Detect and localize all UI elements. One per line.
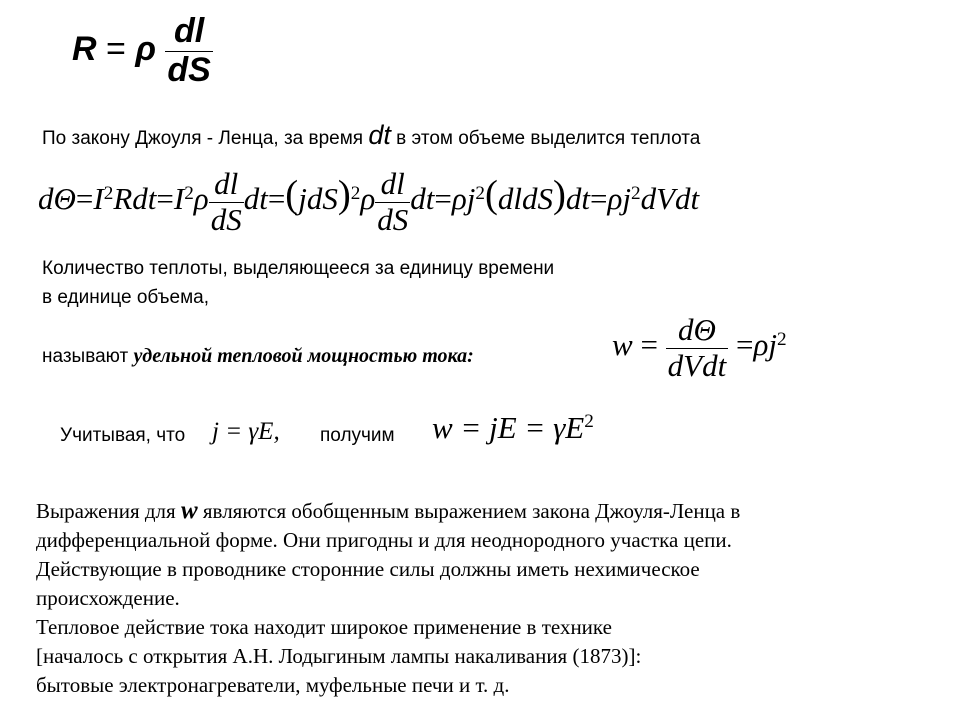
heat-t2-base: I (173, 181, 185, 217)
heat-t5-base: ρj (607, 181, 631, 217)
heat-lhs: dΘ (38, 181, 76, 217)
heat-t2-num: dl (209, 168, 244, 203)
power-formula (612, 314, 787, 382)
intro-line (42, 120, 700, 151)
power2-text: w = jE = γE (432, 410, 585, 445)
paragraph-line-6: [началось с открытия А.Н. Лодыгиным лампы накаливания (1873)]: (36, 644, 642, 668)
heat-t1-rest: Rdt (113, 181, 157, 217)
heat-formula (38, 168, 699, 236)
power-rhs-exp: 2 (776, 328, 787, 350)
power-formula-2 (432, 410, 594, 446)
power2-exp: 2 (584, 411, 594, 433)
power-rhs-base: ρj (753, 327, 777, 363)
heat-t3-inner: jdS (298, 181, 338, 217)
resistance-numerator: dl (165, 14, 212, 52)
heat-eq-1: = (75, 181, 94, 217)
paragraph-line-2: дифференциальной форме. Они пригодны и для неоднородного участка цепи. (36, 528, 732, 552)
power-num: dΘ (666, 314, 729, 349)
heat-t3-den: dS (377, 201, 409, 237)
heat-t3-rest: dt (410, 181, 435, 217)
resistance-fraction (165, 14, 212, 88)
paragraph-l1-var: w (180, 497, 198, 524)
power-den: dVdt (667, 347, 727, 383)
heat-t2-fraction (209, 168, 244, 236)
heat-eq-3: = (267, 181, 286, 217)
paragraph-line-3: Действующие в проводнике сторонние силы должны иметь нехимическое (36, 557, 700, 581)
heat-t2-rest: dt (243, 181, 268, 217)
heat-t4-exp: 2 (475, 182, 485, 204)
heat-eq-5: = (590, 181, 608, 217)
heat-t5-exp: 2 (631, 182, 641, 204)
heat-eq-2: = (156, 181, 174, 217)
resistance-eq: = (106, 30, 126, 69)
heat-t3-exp: 2 (350, 182, 361, 204)
power-fraction (666, 314, 729, 382)
heat-t4-base: ρj (451, 181, 476, 217)
heat-t3-fraction (375, 168, 410, 236)
heat-t1-base: I (93, 181, 104, 217)
paragraph-l1-after: являются обобщенным выражением закона Джоуля-Ленца в (197, 499, 741, 523)
called-before: называют (42, 346, 134, 367)
heat-t4-open: ( (484, 172, 498, 216)
resistance-formula (72, 14, 213, 88)
paragraph (36, 496, 740, 700)
heat-eq-4: = (434, 181, 452, 217)
intro-var: dt (368, 120, 391, 150)
power-eq-1: = (640, 327, 658, 363)
paragraph-line-7: бытовые электронагреватели, муфельные печи и т. д. (36, 673, 510, 697)
considering-before: Учитывая, что (60, 425, 186, 446)
considering-expr: j = γE, (212, 418, 280, 445)
called-line (42, 345, 474, 368)
intro-after: в этом объеме выделится теплота (390, 128, 701, 149)
power-eq-2: = (735, 327, 754, 363)
heat-t3-num: dl (375, 168, 410, 203)
paragraph-l1-before: Выражения для (36, 499, 181, 523)
paragraph-line-1 (36, 496, 740, 526)
quantity-line-1: Количество теплоты, выделяющееся за единицу времени (42, 258, 555, 279)
heat-t5-rest: dVdt (640, 181, 700, 217)
heat-t4-rest: dt (565, 181, 591, 217)
heat-t3-rho: ρ (360, 181, 376, 217)
heat-t4-close: ) (552, 172, 566, 216)
heat-t1-exp: 2 (103, 182, 114, 204)
quantity-line-2: в единице объема, (42, 287, 210, 308)
called-term: удельной тепловой мощностью тока: (133, 345, 474, 367)
resistance-denominator: dS (167, 50, 211, 89)
paragraph-line-4: происхождение. (36, 586, 180, 610)
resistance-lhs: R (72, 30, 97, 69)
heat-t2-den: dS (210, 201, 242, 237)
resistance-rho: ρ (135, 30, 156, 69)
heat-t2-rho: ρ (193, 181, 209, 217)
heat-t2-exp: 2 (184, 182, 194, 204)
paragraph-line-5: Тепловое действие тока находит широкое применение в технике (36, 615, 612, 639)
power-lhs: w (612, 327, 633, 363)
intro-before: По закону Джоуля - Ленца, за время (42, 128, 369, 149)
considering-after: получим (320, 425, 395, 446)
heat-t4-inner: dldS (497, 181, 553, 217)
heat-t3-close: ) (337, 172, 351, 216)
heat-t3-open: ( (285, 172, 299, 216)
